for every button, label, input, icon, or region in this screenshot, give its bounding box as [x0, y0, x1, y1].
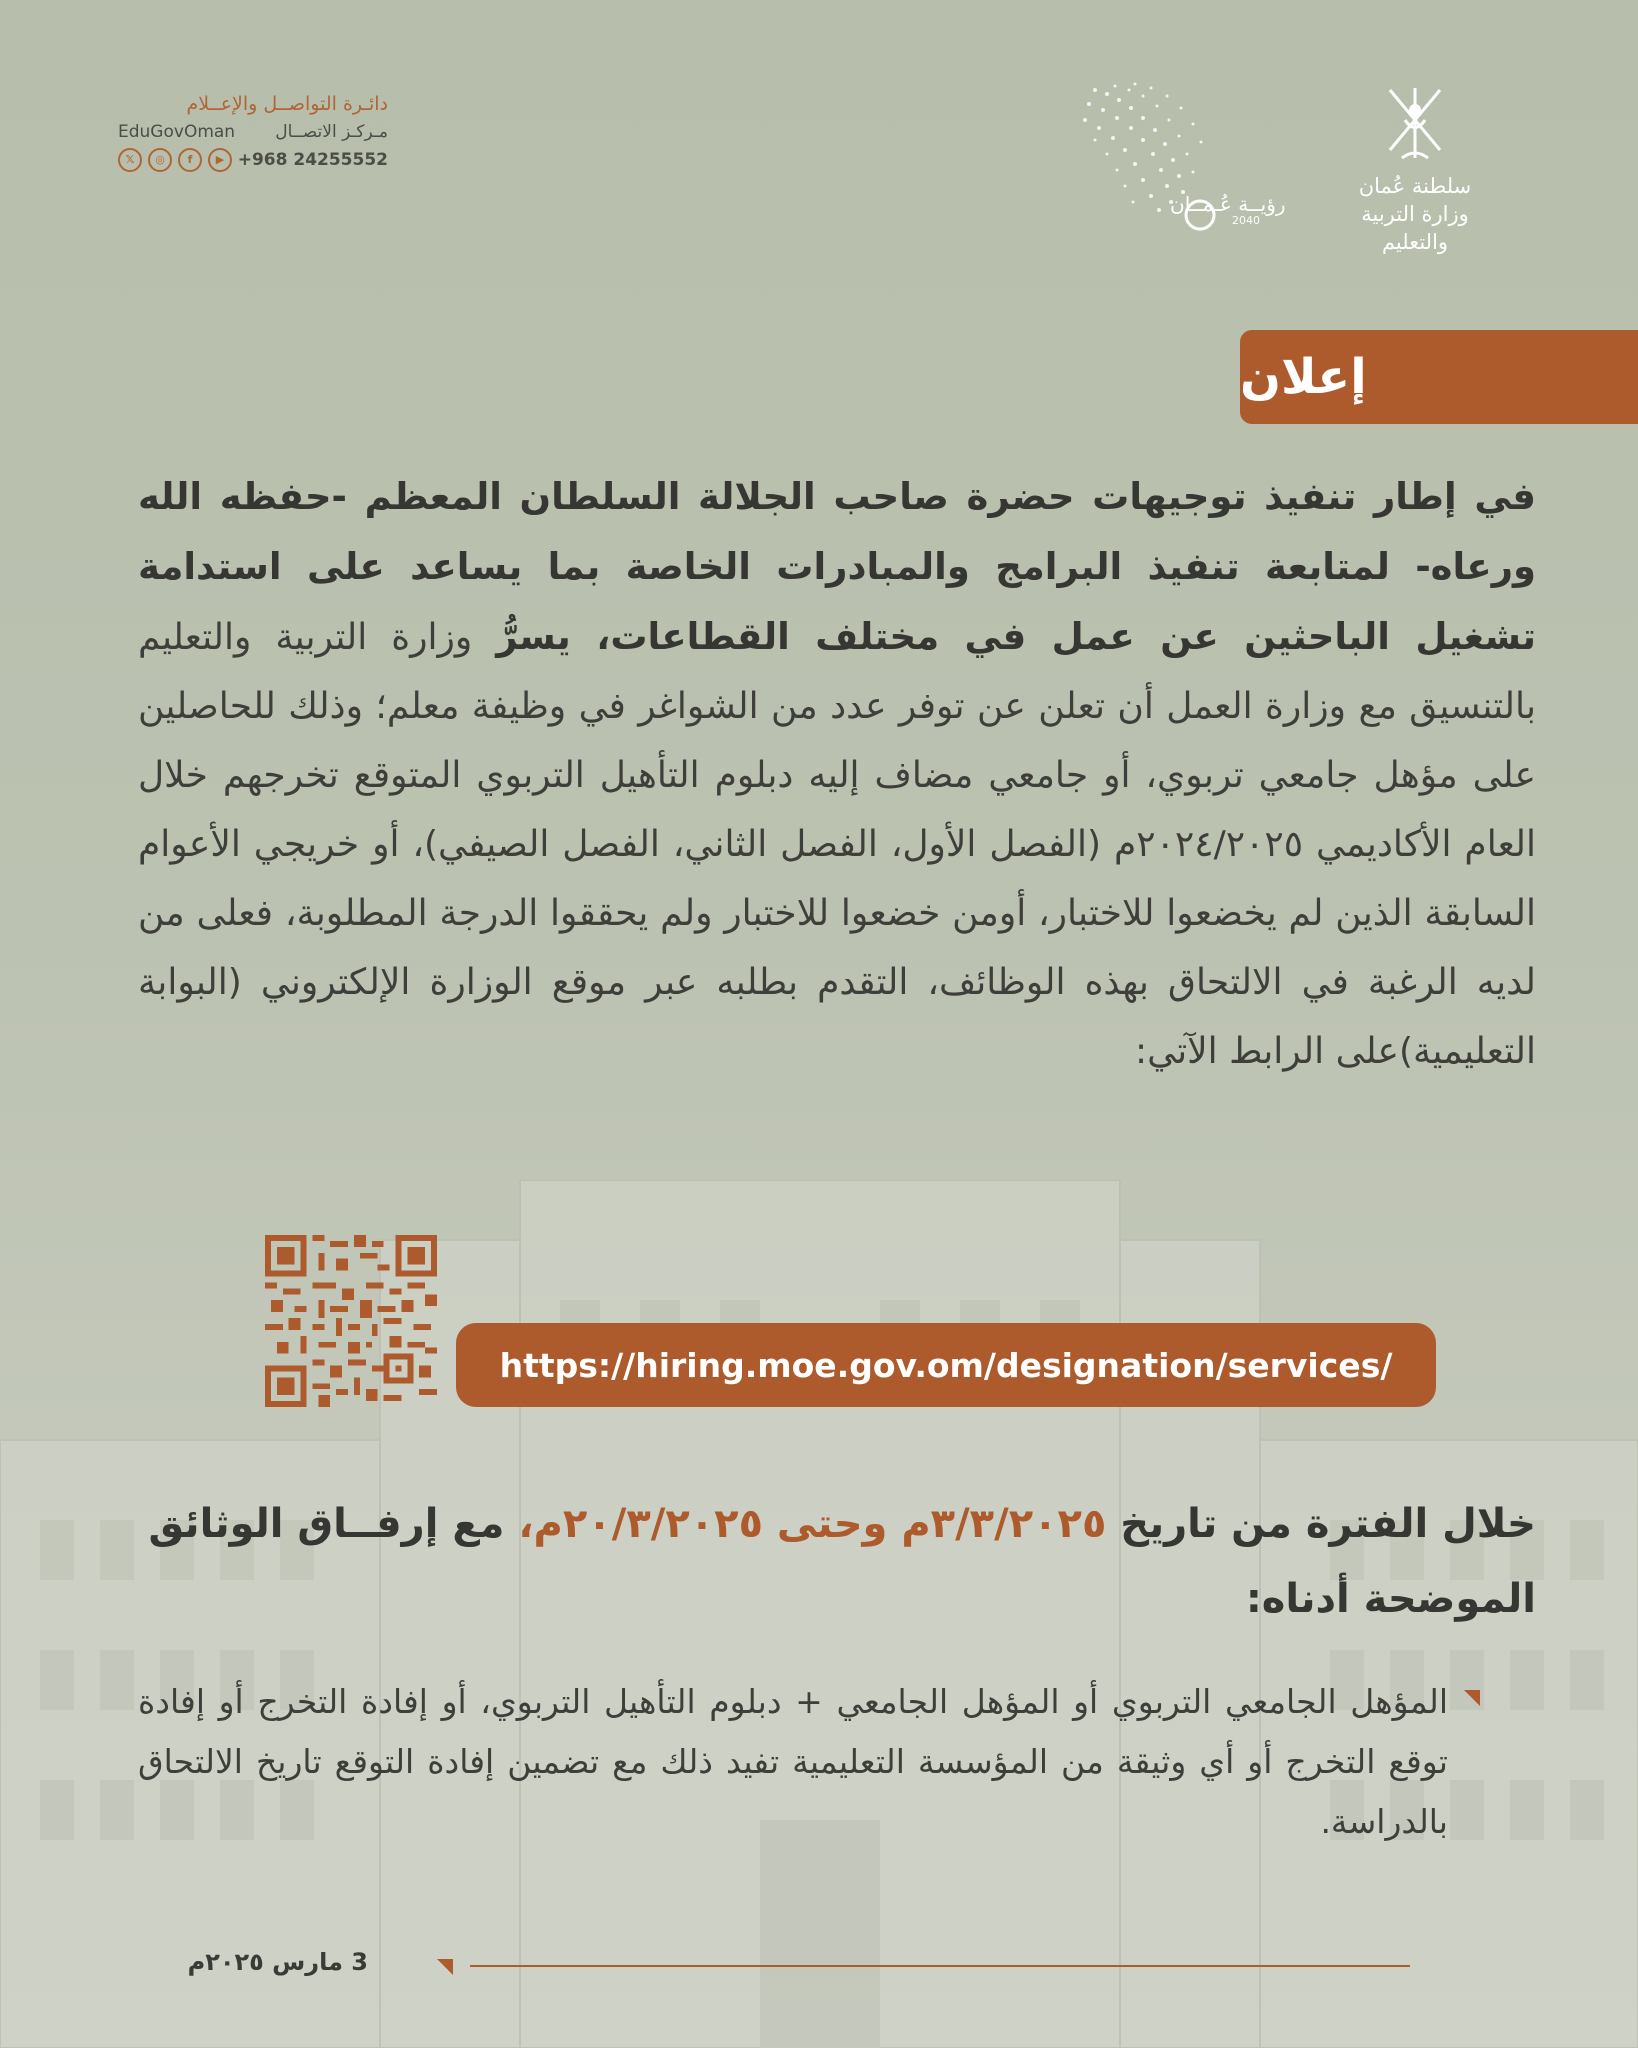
contact-row — [118, 122, 388, 142]
x-icon[interactable]: 𝕏 — [118, 148, 142, 172]
announcement-details: وزارة التربية والتعليم بالتنسيق مع وزارة العمل أن تعلن عن توفر عدد من الشواغر في وظيفة معلم؛ وذلك للحاصلين على مؤهل جامعي تربوي، أو جامعي مضاف إليه دبلوم التأهيل التربوي المتوقع تخرجهم خلال العام الأكاديمي ٢٠٢٤/٢٠٢٥م (الفصل الأول، الفصل الثاني، الفصل الصيفي)، أو خريجي الأعوام السابقة الذين لم يخضعوا للاختبار، أومن خضعوا للاختبار ولم يحققوا الدرجة المطلوبة، فعلى من لديه الرغبة في الالتحاق بهذه الوظائف، التقدم بطلبه عبر موقع الوزارة الإلكتروني (البوابة التعليمية)على الرابط الآتي: — [138, 617, 1536, 1072]
oman-emblem-icon — [1380, 80, 1450, 165]
period-suffix: مع إرفــاق الوثائق الموضحة أدناه: — [148, 1501, 1536, 1622]
bullet-triangle-icon — [1464, 1690, 1480, 1706]
registration-link-button[interactable]: https://hiring.moe.gov.om/designation/services/ — [456, 1323, 1436, 1407]
instagram-icon[interactable]: ◎ — [148, 148, 172, 172]
footer-triangle-icon — [437, 1959, 453, 1975]
announcement-body — [138, 462, 1536, 1086]
social-icons — [118, 148, 232, 172]
period-prefix: خلال الفترة من تاريخ — [1120, 1501, 1536, 1547]
document-item: المؤهل الجامعي التربوي أو المؤهل الجامعي + دبلوم التأهيل التربوي، أو إفادة التخرج أو إفادة توقع التخرج أو أي وثيقة من المؤسسة التعليمية تفيد ذلك مع تضمين إفادة التوقع تاريخ الالتحاق بالدراسة. — [138, 1682, 1448, 1841]
ministry-title: وزارة التربية والتعليم — [1361, 202, 1469, 254]
vision-year: 2040 — [1232, 214, 1260, 227]
sultanate-name: سلطنة عُمان — [1358, 174, 1472, 198]
phone-number[interactable]: +968 24255552 — [237, 150, 388, 170]
period-dates: ٣/٣/٢٠٢٥م وحتى ٢٠/٣/٢٠٢٥م، — [518, 1501, 1107, 1547]
announcement-title: إعلان — [1240, 330, 1638, 424]
announcement-intro: في إطار تنفيذ توجيهات حضرة صاحب الجلالة السلطان المعظم -حفظه الله ورعاه- لمتابعة تنفيذ البرامج والمبادرات الخاصة بما يساعد على استدامة تشغيل الباحثين عن عمل في مختلف القطاعات، يسرُّ — [138, 475, 1536, 658]
facebook-icon[interactable]: f — [178, 148, 202, 172]
youtube-icon[interactable]: ▶ — [208, 148, 232, 172]
phone-social-row — [118, 148, 388, 172]
ministry-name — [1330, 172, 1500, 256]
footer-date: 3 مارس ٢٠٢٥م — [187, 1948, 368, 1976]
header-contact-block — [118, 92, 388, 172]
contact-center-label: مـركـز الاتصــال — [275, 122, 388, 142]
application-period — [138, 1487, 1536, 1637]
department-name: دائـرة التواصــل والإعــلام — [186, 93, 388, 115]
vision-label: رؤيــة عُـمــان — [1170, 192, 1286, 216]
social-handle[interactable]: EduGovOman — [118, 122, 236, 142]
footer-divider — [470, 1965, 1410, 1967]
qr-code-icon[interactable] — [265, 1235, 437, 1407]
